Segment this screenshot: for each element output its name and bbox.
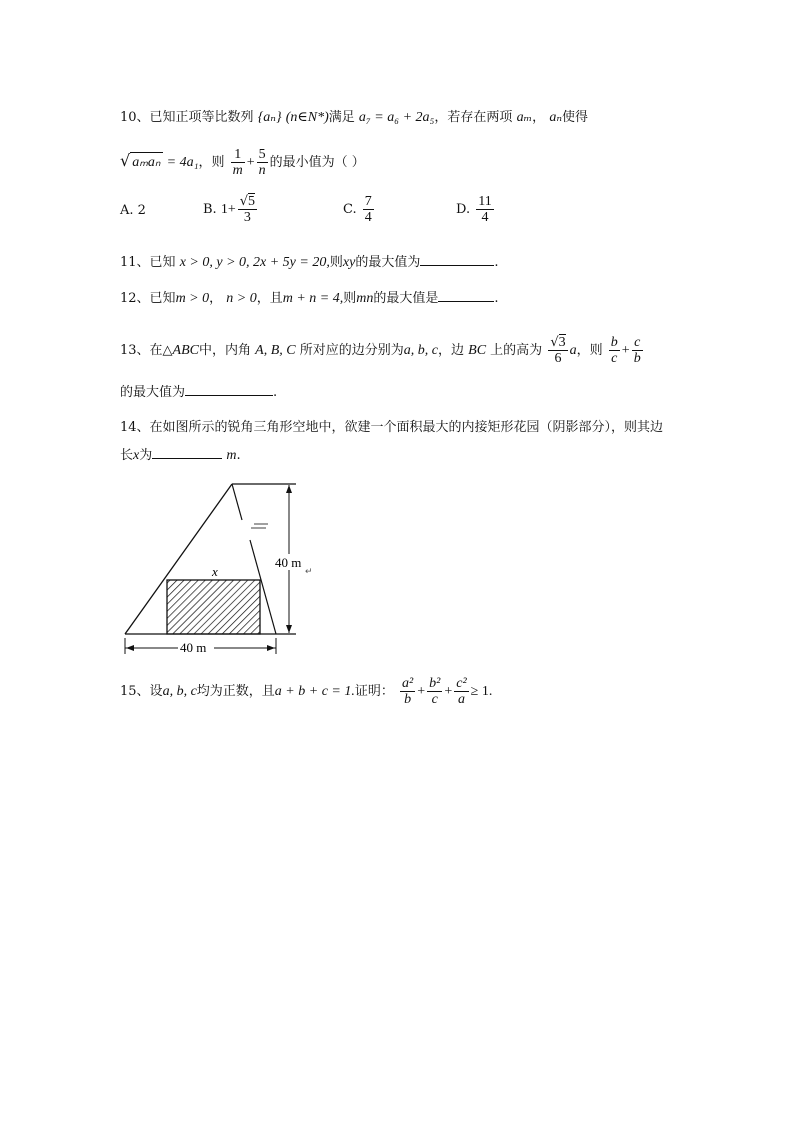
q11-answer-blank[interactable]: [420, 253, 494, 266]
q12-sep: ，: [209, 291, 223, 306]
q13-answer-blank[interactable]: [185, 383, 273, 396]
q15-f2-num: b²: [429, 676, 441, 691]
q10-text2: 满足: [328, 110, 355, 125]
q13-line1: [120, 335, 645, 366]
q13-f2-num: c: [632, 335, 643, 351]
q13-text4: ，边: [437, 343, 464, 358]
q12-cond1: m > 0: [175, 291, 210, 306]
q11-number: 11、: [120, 255, 150, 270]
q10-line1: [120, 108, 588, 128]
q13-fraction2: [632, 335, 643, 366]
q10-fraction1: [231, 147, 245, 178]
q10-option-b-prefix: 1+: [220, 202, 236, 217]
q13-angles: A, B, C: [255, 343, 296, 358]
q11-end: .: [494, 255, 499, 270]
q10-option-c-den: 4: [364, 210, 372, 225]
q10-f2-den: n: [258, 163, 266, 178]
q10-option-a-text: A. 2: [120, 203, 146, 218]
q10-option-c-fraction: [363, 194, 374, 225]
q11-condition: x > 0, y > 0, 2x + 5y = 20,: [179, 255, 330, 270]
q10-plus: +: [246, 155, 255, 170]
q13-text7: 的最大值为: [120, 385, 186, 400]
q15-variables: a, b, c: [162, 684, 197, 699]
q10-sep: ，: [532, 110, 546, 125]
q13-text5: 上的高为: [490, 343, 543, 358]
q14-text3: 为: [139, 448, 153, 463]
q15-f1-den: b: [404, 692, 412, 707]
q13-height-num: [548, 335, 567, 351]
q10-radicand: aₘaₙ: [130, 152, 162, 173]
q10-option-d-den: 4: [481, 210, 489, 225]
q10-equation: a₇ = a₆ + 2a₅: [358, 110, 435, 125]
q14-x: x: [133, 448, 140, 463]
q10-condition: (n∈N*): [285, 110, 329, 125]
q13-number: 13、: [120, 343, 150, 358]
q12-answer-blank[interactable]: [438, 289, 494, 302]
q13-f1-den: c: [611, 351, 618, 366]
q14-end: .: [236, 448, 241, 463]
q11-text1: 已知: [149, 255, 176, 270]
q10-option-d: [456, 194, 496, 225]
q14-text2: 长: [120, 448, 134, 463]
q10-option-d-label: D.: [456, 202, 471, 217]
q14-line2: [120, 446, 241, 466]
q15-fraction3: [454, 676, 468, 707]
q10-line2: [120, 147, 365, 178]
q10-sequence: {aₙ}: [257, 110, 282, 125]
q13-text1: 在△: [149, 343, 173, 358]
q15-number: 15、: [120, 684, 150, 699]
q10-option-b: [203, 194, 259, 225]
q10-option-b-radicand: 5: [248, 194, 256, 209]
q10-option-b-num: [238, 194, 257, 210]
q10-am: aₘ: [516, 110, 533, 125]
q10-number: 10、: [120, 110, 150, 125]
base-label: 40 m: [180, 640, 207, 655]
q12-mn: mn: [356, 291, 374, 306]
q15-line: [120, 676, 492, 707]
q14-unit: m: [226, 448, 237, 463]
radical-icon: √: [550, 335, 559, 350]
q15-f1-num: a²: [402, 676, 414, 691]
q12-text2: ，且: [256, 291, 283, 306]
q11-xy: xy: [342, 255, 356, 270]
q10-text4: 使得: [562, 110, 589, 125]
q13-line2: [120, 383, 277, 403]
q13-height-radicand: 3: [558, 335, 566, 350]
q14-answer-blank[interactable]: [152, 446, 222, 459]
q13-end: .: [273, 385, 278, 400]
triangle-right-side-upper: [232, 484, 242, 520]
q13-height-a: a: [569, 343, 577, 358]
q15-fraction2: [427, 676, 442, 707]
q15-plus2: +: [444, 684, 453, 699]
q12-cond3: m + n = 4,: [282, 291, 344, 306]
q13-text2: 中，内角: [199, 343, 252, 358]
q11-text2: 则: [329, 255, 343, 270]
q10-f1-num: 1: [231, 147, 245, 163]
arrow-up-icon: [286, 485, 292, 493]
q10-text6: 的最小值为（ ）: [269, 155, 365, 170]
q10-text5: ，则: [198, 155, 225, 170]
q10-fraction2: [257, 147, 268, 178]
q12-number: 12、: [120, 291, 150, 306]
q10-text1: 已知正项等比数列: [149, 110, 254, 125]
q15-fraction1: [400, 676, 415, 707]
q11-line: [120, 253, 498, 273]
q10-option-b-label: B.: [203, 202, 217, 217]
q10-f2-num: 5: [258, 147, 266, 162]
q12-end: .: [494, 291, 499, 306]
q10-equation2: = 4a₁: [166, 155, 199, 170]
q12-text1: 已知: [149, 291, 176, 306]
arrow-right-icon: [267, 645, 275, 651]
radical-icon: √: [239, 194, 249, 209]
q10-option-b-den: 3: [243, 210, 251, 225]
q13-f2-den: b: [633, 351, 641, 366]
q10-text3: ，若存在两项: [434, 110, 513, 125]
q10-an: aₙ: [549, 110, 562, 125]
q13-f1-num: b: [610, 335, 618, 350]
radical-icon: √: [120, 151, 131, 170]
q14-line1: [120, 418, 663, 438]
q15-text3: 证明：: [354, 684, 394, 699]
q12-line: [120, 289, 499, 309]
q15-text2: 均为正数，且: [196, 684, 275, 699]
q10-f1-den: m: [232, 163, 243, 178]
q10-option-d-fraction: [476, 194, 493, 225]
q15-equation: a + b + c = 1.: [274, 684, 355, 699]
arrow-left-icon: [126, 645, 134, 651]
q10-option-c-num: 7: [364, 194, 372, 209]
q13-triangle: ABC: [172, 343, 199, 358]
q15-text1: 设: [149, 684, 163, 699]
shaded-rectangle: [167, 580, 260, 634]
rectangle-width-label: x: [212, 564, 218, 579]
q15-plus1: +: [417, 684, 426, 699]
q10-option-d-num: 11: [478, 194, 492, 209]
q11-text3: 的最大值为: [355, 255, 421, 270]
return-mark-icon: ↵: [305, 566, 313, 576]
q15-inequality: ≥ 1.: [470, 684, 493, 699]
q10-option-a: [120, 201, 146, 221]
q13-text3: 所对应的边分别为: [299, 343, 404, 358]
q13-sides: a, b, c: [403, 343, 438, 358]
q10-option-c-label: C.: [343, 202, 357, 217]
height-label: 40 m: [275, 555, 302, 570]
q15-f3-num: c²: [456, 676, 467, 691]
q14-text1: 14、在如图所示的锐角三角形空地中，欲建一个面积最大的内接矩形花园（阴影部分），则其边: [120, 420, 664, 435]
q13-bc: BC: [468, 343, 487, 358]
q13-text6: ，则: [576, 343, 603, 358]
q12-text3: 则: [343, 291, 357, 306]
q13-fraction1: [609, 335, 620, 366]
q12-text4: 的最大值是: [373, 291, 439, 306]
q13-plus: +: [621, 343, 630, 358]
q10-option-c: [343, 194, 376, 225]
q13-height-fraction: [548, 335, 567, 366]
q10-option-b-fraction: [238, 194, 257, 225]
triangle-garden-figure: [118, 476, 313, 658]
q12-cond2: n > 0: [226, 291, 257, 306]
arrow-down-icon: [286, 625, 292, 633]
q13-height-den: 6: [554, 351, 562, 366]
q15-f3-den: a: [457, 692, 465, 707]
q15-f2-den: c: [431, 692, 438, 707]
